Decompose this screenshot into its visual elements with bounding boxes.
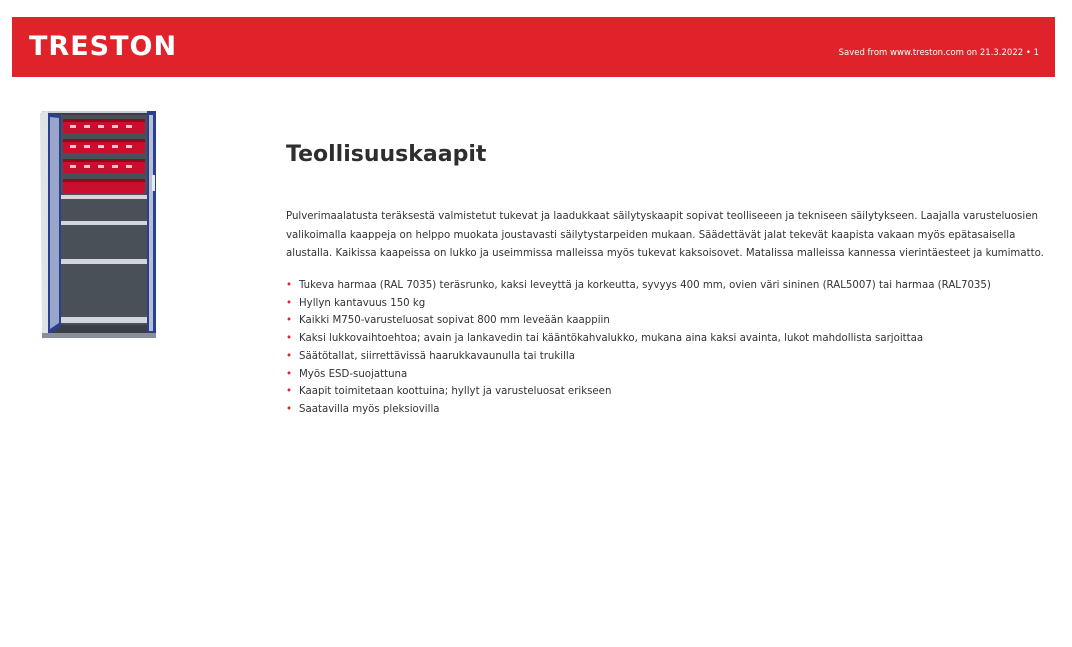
- feature-text: Tukeva harmaa (RAL 7035) teräsrunko, kaksi leveyttä ja korkeutta, syvyys 400 mm, ovien väri sininen (RAL5007) tai harmaa (RAL7035): [299, 280, 991, 291]
- feature-list: [286, 277, 1046, 419]
- cabinet-product-image: [39, 109, 161, 341]
- list-item: [286, 312, 1046, 330]
- bullet-icon: •: [286, 280, 293, 291]
- page-number: 1: [1033, 48, 1039, 58]
- list-item: [286, 366, 1046, 384]
- page-number-separator: •: [1025, 48, 1034, 58]
- feature-text: Saatavilla myös pleksiovilla: [299, 403, 440, 415]
- bullet-icon: •: [286, 315, 293, 327]
- saved-from-source: Saved from www.treston.com on 21.3.2022: [838, 48, 1024, 58]
- feature-text: Säätötallat, siirrettävissä haarukkavaunulla tai trukilla: [299, 350, 576, 362]
- feature-text: Hyllyn kantavuus 150 kg: [299, 297, 426, 309]
- list-item: [286, 330, 1046, 348]
- bullet-icon: •: [286, 403, 293, 415]
- bullet-icon: •: [286, 368, 293, 380]
- product-description: Pulverimaalatusta teräksestä valmistetut tukevat ja laadukkaat säilytyskaapit sopivat teolliseeen ja tekniseen säilytykseen. Laajalla varusteluosien valikoimalla kaappeja on helppo muokata joustavasti säilytystarpeiden mukaan. Säädettävät jalat tekevät kaapista vakaan myös epätasaisella alustalla. Kaikissa kaapeissa on lukko ja useimmissa malleissa myös tukevat kaksoisovet. Matalissa malleissa kannessa vierintäesteet ja kumimatto.: [286, 211, 1044, 260]
- treston-logo[interactable]: TRESTON: [29, 31, 178, 62]
- feature-text: Kaksi lukkovaihtoehtoa; avain ja lankavedin tai kääntökahvalukko, mukana aina kaksi avainta, lukot mahdollista sarjoittaa: [299, 333, 924, 345]
- feature-text: Kaikki M750-varusteluosat sopivat 800 mm leveään kaappiin: [299, 315, 610, 327]
- list-item: [286, 383, 1046, 401]
- list-item: [286, 295, 1046, 313]
- product-title: Teollisuuskaapit: [286, 142, 487, 167]
- feature-text: Myös ESD-suojattuna: [299, 368, 408, 380]
- bullet-icon: •: [286, 386, 293, 398]
- feature-text: Kaapit toimitetaan koottuina; hyllyt ja varusteluosat erikseen: [299, 386, 612, 398]
- bullet-icon: •: [286, 297, 293, 309]
- list-item: [286, 401, 1046, 419]
- bullet-icon: •: [286, 350, 293, 362]
- saved-from-text: [839, 47, 1039, 59]
- list-item: [286, 277, 1046, 295]
- list-item: [286, 348, 1046, 366]
- bullet-icon: •: [286, 333, 293, 345]
- page-header: [12, 17, 1055, 77]
